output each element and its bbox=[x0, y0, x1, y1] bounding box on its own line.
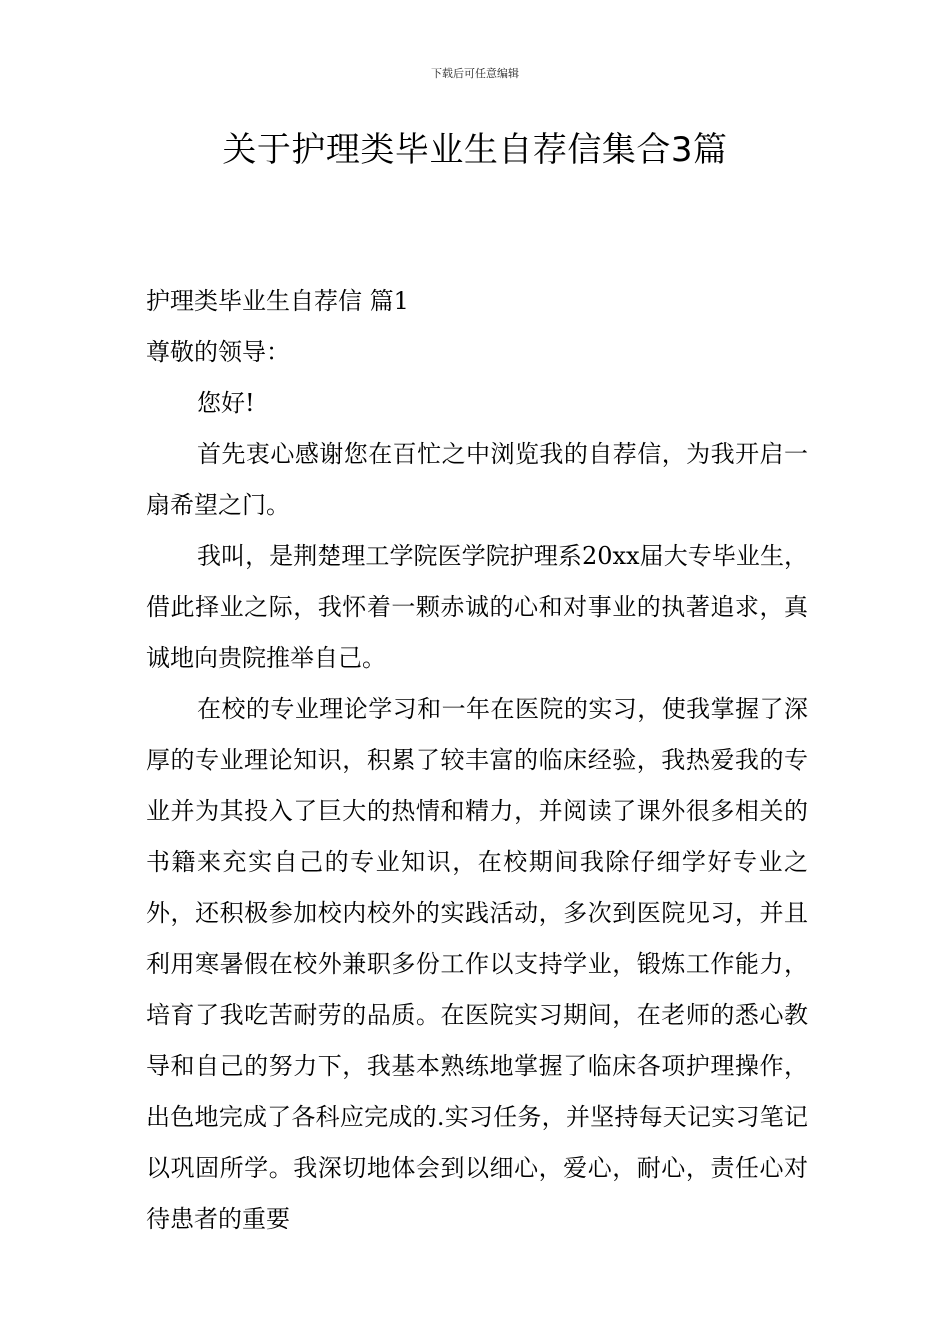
greeting: 您好! bbox=[197, 389, 255, 417]
salutation: 尊敬的领导： bbox=[146, 338, 290, 366]
section-heading: 护理类毕业生自荐信 篇1 bbox=[146, 287, 409, 315]
paragraph-3: 在校的专业理论学习和一年在医院的实习，使我掌握了深厚的专业理论知识，积累了较丰富的临床经验，我热爱我的专业并为其投入了巨大的热情和精力，并阅读了课外很多相关的书籍来充实自己的专业知识，在校期间我除仔细学好专业之外，还积极参加校内校外的实践活动，多次到医院见习，并且利用寒暑假在校外兼职多份工作以支持学业，锻炼工作能力，培育了我吃苦耐劳的品质。在医院实习期间，在老师的悉心教导和自己的努力下，我基本熟练地掌握了临床各项护理操作，出色地完成了各科应完成的.实习任务，并坚持每天记实习笔记以巩固所学。我深切地体会到以细心，爱心，耐心，责任心对待患者的重要 bbox=[146, 695, 808, 1233]
paragraph-1: 首先衷心感谢您在百忙之中浏览我的自荐信，为我开启一扇希望之门。 bbox=[146, 440, 808, 519]
document-body bbox=[146, 276, 808, 1245]
document-title: 关于护理类毕业生自荐信集合3篇 bbox=[222, 130, 728, 170]
header-note: 下载后可任意编辑 bbox=[431, 67, 519, 80]
paragraph-2: 我叫，是荆楚理工学院医学院护理系20xx届大专毕业生，借此择业之际，我怀着一颗赤诚的心和对事业的执著追求，真诚地向贵院推举自己。 bbox=[146, 542, 808, 672]
